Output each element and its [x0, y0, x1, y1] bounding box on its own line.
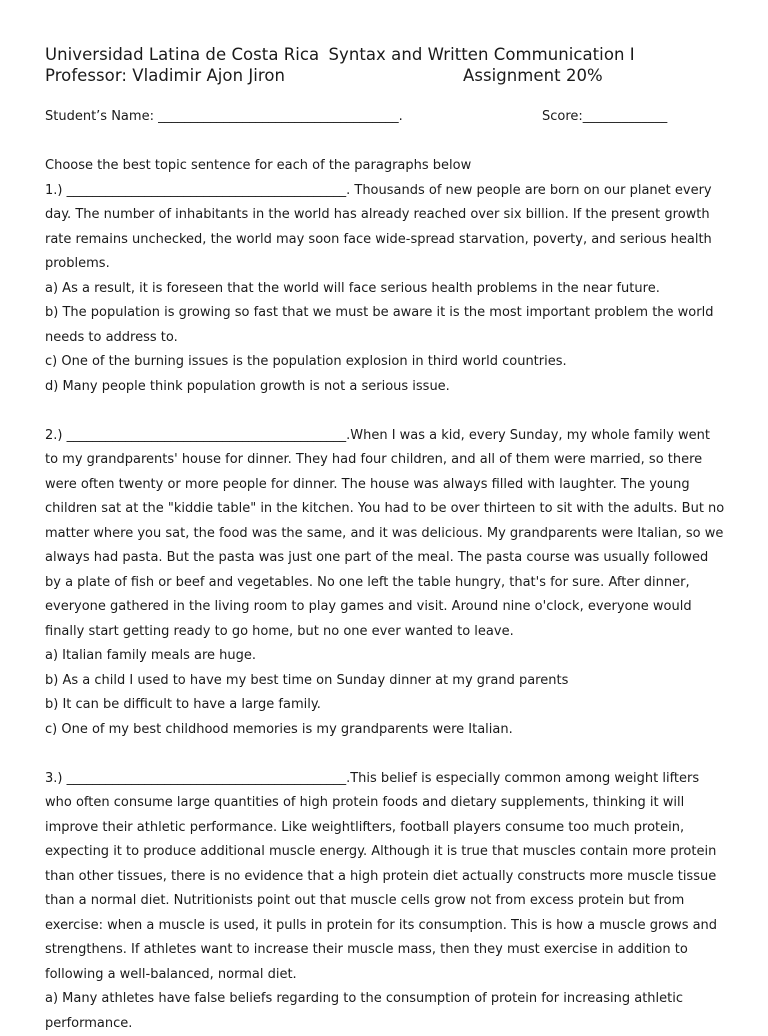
question-1-option-c: c) One of the burning issues is the population explosion in third world countries. — [45, 354, 567, 369]
university-name: Universidad Latina de Costa Rica — [45, 45, 320, 64]
question-1-paragraph: 1.) ___________________________________________. Thousands of new people are born on our planet every day. The number of inhabitants in the world has already reached over six billion. If the present growth rate remains unchecked, the world may soon face wide-spread starvation, poverty, and serious health problems. — [45, 182, 712, 271]
document-body — [45, 154, 725, 1036]
question-2-option-c: c) One of my best childhood memories is my grandparents were Italian. — [45, 721, 513, 737]
course-title: Syntax and Written Communication I — [328, 45, 635, 64]
question-1-option-a: a) As a result, it is foreseen that the world will face serious health problems in the near future. — [45, 280, 660, 296]
professor-name: Professor: Vladimir Ajon Jiron — [45, 66, 286, 85]
question-1-option-b: b) The population is growing so fast that we must be aware it is the most important problem the world needs to address to. — [45, 305, 714, 345]
assignment-weight: Assignment 20% — [463, 66, 603, 85]
question-2-paragraph: 2.) ___________________________________________.When I was a kid, every Sunday, my whole family went to my grandparents' house for dinner. They had four children, and all of them were married, so there were often twenty or more people for dinner. The house was always filled with laughter. The young children sat at the "kiddie table" in the kitchen. You had to be over thirteen to sit with the adults. But no matter where you sat, the food was the same, and it was delicious. My grandparents were Italian, so we always had pasta. But the pasta was just one part of the meal. The pasta course was usually followed by a plate of fish or beef and vegetables. No one left the table hungry, that's for sure. After dinner, everyone gathered in the living room to play games and visit. Around nine o'clock, everyone would finally start getting ready to go home, but no one ever wanted to leave. — [45, 427, 725, 639]
question-2-option-a: a) Italian family meals are huge. — [45, 648, 257, 663]
question-2-option-b-second: b) It can be difficult to have a large family. — [45, 697, 321, 712]
header-line-1 — [45, 45, 635, 64]
question-2-option-b: b) As a child I used to have my best time on Sunday dinner at my grand parents — [45, 672, 569, 688]
header-line-2 — [45, 66, 285, 85]
question-3-paragraph: 3.) ___________________________________________.This belief is especially common among weight lifters who often consume large quantities of high protein foods and dietary supplements, thinking it will improve their athletic performance. Like weightlifters, football players consume too much protein, expecting it to produce additional muscle energy. Although it is true that muscles contain more protein than other tissues, there is no evidence that a high protein diet actually constructs more muscle tissue than a normal diet. Nutritionists point out that muscle cells grow not from excess protein but from exercise: when a muscle is used, it pulls in protein for its consumption. This is how a muscle grows and strengthens. If athletes want to increase their muscle mass, then they must exercise in addition to following a well-balanced, normal diet. — [45, 770, 718, 982]
student-name-field: Student’s Name: _____________________________________. — [45, 109, 403, 124]
spacer — [45, 399, 725, 424]
score-field: Score:_____________ — [542, 109, 668, 124]
spacer — [45, 742, 725, 767]
question-3-option-a: a) Many athletes have false beliefs regarding to the consumption of protein for increasing athletic performance. — [45, 991, 684, 1031]
question-1-option-d: d) Many people think population growth is not a serious issue. — [45, 378, 450, 394]
instructions: Choose the best topic sentence for each of the paragraphs below — [45, 158, 472, 173]
